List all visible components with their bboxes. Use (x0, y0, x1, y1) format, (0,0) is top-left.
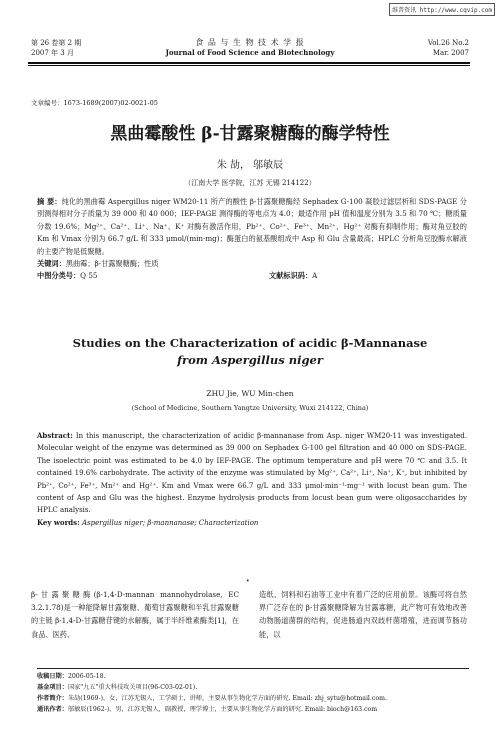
received-label: 收稿日期： (37, 673, 68, 680)
footnotes (37, 671, 469, 715)
header-month: Mar. 2007 (432, 49, 469, 57)
body-column-left: β-甘露聚糖酶(β-1,4-D-mannan mannohydrolase, EC 3.2.1.78)是一种能降解甘露聚糖、葡萄甘露聚糖和半乳甘露聚糖的主链 β-1,4-D-甘露糖苷键的水解酶，属于半纤维素酶类[1]，在食品、医药、 (31, 590, 239, 639)
corresponding-label: 通讯作者： (37, 706, 68, 713)
keywords-en (37, 517, 467, 529)
abstract-en-label: Abstract: (37, 431, 73, 440)
doc-code-value: A (312, 271, 318, 281)
author-info-text: 朱劼(1969-)，女，江苏无锡人，工学硕士，讲师，主要从事生物化学方面的研究. Email: zhj_sytu@hotmail.com. (67, 695, 387, 702)
affiliation-en: (School of Medicine, Southern Yangtze University, Wuxi 214122, China) (131, 404, 369, 412)
authors-cn: 朱 劼， 邬敏辰 (216, 160, 284, 171)
title-en-line2: from Aspergillus niger (177, 353, 323, 367)
abstract-cn-label: 摘 要： (37, 197, 62, 206)
header-volume: 第 26 卷第 2 期 (31, 39, 82, 47)
header-rule-thick (28, 62, 470, 64)
clc-label: 中图分类号： (37, 271, 81, 281)
author-info-label: 作者简介： (37, 695, 68, 702)
header-vol-no: Vol.26 No.2 (427, 39, 469, 47)
received-date: 2006-05-18. (67, 673, 106, 680)
doc-code-label: 文献标识码： (269, 271, 313, 281)
footnote-author (37, 693, 469, 704)
fund-text: 国家"九五"重大科技攻关项目(96-C03-02-01). (67, 684, 198, 691)
header-right (428, 38, 469, 58)
clc-value: Q 55 (80, 271, 98, 281)
keywords-cn-text: 黑曲霉；β-甘露聚糖酶；性质 (65, 259, 159, 269)
body-column-right: 造纸、饲料和石油等工业中有着广泛的应用前景。该酶可将自然界广泛存在的 β-甘露聚糖降解为甘露寡糖，此产物可有效地改善动物肠道菌群的结构，促进肠道内双歧杆菌增殖，进而调节肠功能，以 (259, 590, 467, 639)
keywords-cn-label: 关键词： (37, 259, 66, 269)
keywords-cn (37, 258, 467, 270)
title-en-line1: Studies on the Characterization of acidic β-Mannanase (72, 336, 428, 350)
article-number: 文章编号：1673-1689(2007)02-0021-05 (31, 99, 158, 107)
watermark: 维普资讯 http://www.cqvip.com (389, 3, 495, 16)
footnote-fund (37, 682, 469, 693)
fund-label: 基金项目： (37, 684, 68, 691)
header-date: 2007 年 3 月 (31, 49, 74, 57)
header-journal (150, 38, 350, 58)
header-left (31, 38, 81, 58)
header-rule-thin (28, 65, 470, 66)
doc-code (269, 270, 317, 282)
footnote-rule (37, 668, 469, 669)
keywords-en-text: Aspergillus niger; β-mannanase; Characterization (81, 518, 259, 527)
affiliation-cn: （江南大学 医学院，江苏 无锡 214122） (184, 179, 316, 187)
corresponding-text: 邬敏辰(1962-)，男，江苏无锡人，副教授，理学博士，主要从事生物化学方面的研究. Email: bioch@163.com (67, 706, 378, 713)
column-separator-dot: • (246, 578, 250, 585)
abstract-cn (37, 196, 467, 283)
title-en (30, 335, 470, 369)
journal-name-cn: 食 品 与 生 物 技 术 学 报 (195, 38, 305, 47)
footnote-received (37, 671, 469, 682)
abstract-en-text: In this manuscript, the characterization of acidic β-mannanase from Asp. niger WM20-11 was investigated. Molecular weight of the enzyme was determined as 39 000 on Sephadex G-100 gel filtration and 40 000 on SDS-PAGE. The isoelectric point was estimated to be 4.0 by IEF-PAGE. The optimum temperature and pH were 70 ℃ and 3.5. It contained 19.6% carbohydrate. The activity of the enzyme was stimulated by Mg²⁺, Ca²⁺, Li⁺, Na⁺, K⁺, but inhibited by Pb²⁺, Co²⁺, Fe³⁺, Mn²⁺ and Hg²⁺. Km and Vmax were 66.7 g/L and 333 μmol·min⁻¹·mg⁻¹ with locust bean gum. The content of Asp and Glu was the highest. Enzyme hydrolysis products from locust bean gum were oligosaccharides by HPLC analysis. (37, 432, 467, 515)
keywords-en-label: Key words: (37, 517, 80, 527)
title-cn: 黑曲霉酸性 β-甘露聚糖酶的酶学特性 (110, 124, 390, 144)
abstract-en (37, 430, 467, 529)
abstract-cn-text: 纯化的黑曲霉 Aspergillus niger WM20-11 所产的酸性 β-甘露聚糖酶经 Sephadex G-100 凝胶过滤层析和 SDS-PAGE 分别测得相对分子质量为 39 000 和 40 000；IEF-PAGE 测得酶的等电点为 4.0；最适作用 pH 值和温度分别为 3.5 和 70 ℃；糖质量分数 19.6%；Mg²⁺、Ca²⁺、Li⁺、Na⁺、K⁺ 对酶有激活作用，Pb²⁺、Co²⁺、Fe³⁺、Mn²⁺、Hg²⁺ 对酶有抑制作用；酶对角豆胶的 Km 和 Vmax 分别为 66.7 g/L 和 333 μmol/(min·mg)；酶蛋白的氨基酸组成中 Asp 和 Glu 含量最高；HPLC 分析角豆胶酶水解液的主要产物是低聚糖。 (37, 197, 467, 256)
footnote-corresponding (37, 704, 469, 715)
classification-row (37, 270, 467, 282)
authors-en: ZHU Jie, WU Min-chen (206, 389, 294, 398)
journal-name-en: Journal of Food Science and Biotechnology (165, 48, 335, 57)
